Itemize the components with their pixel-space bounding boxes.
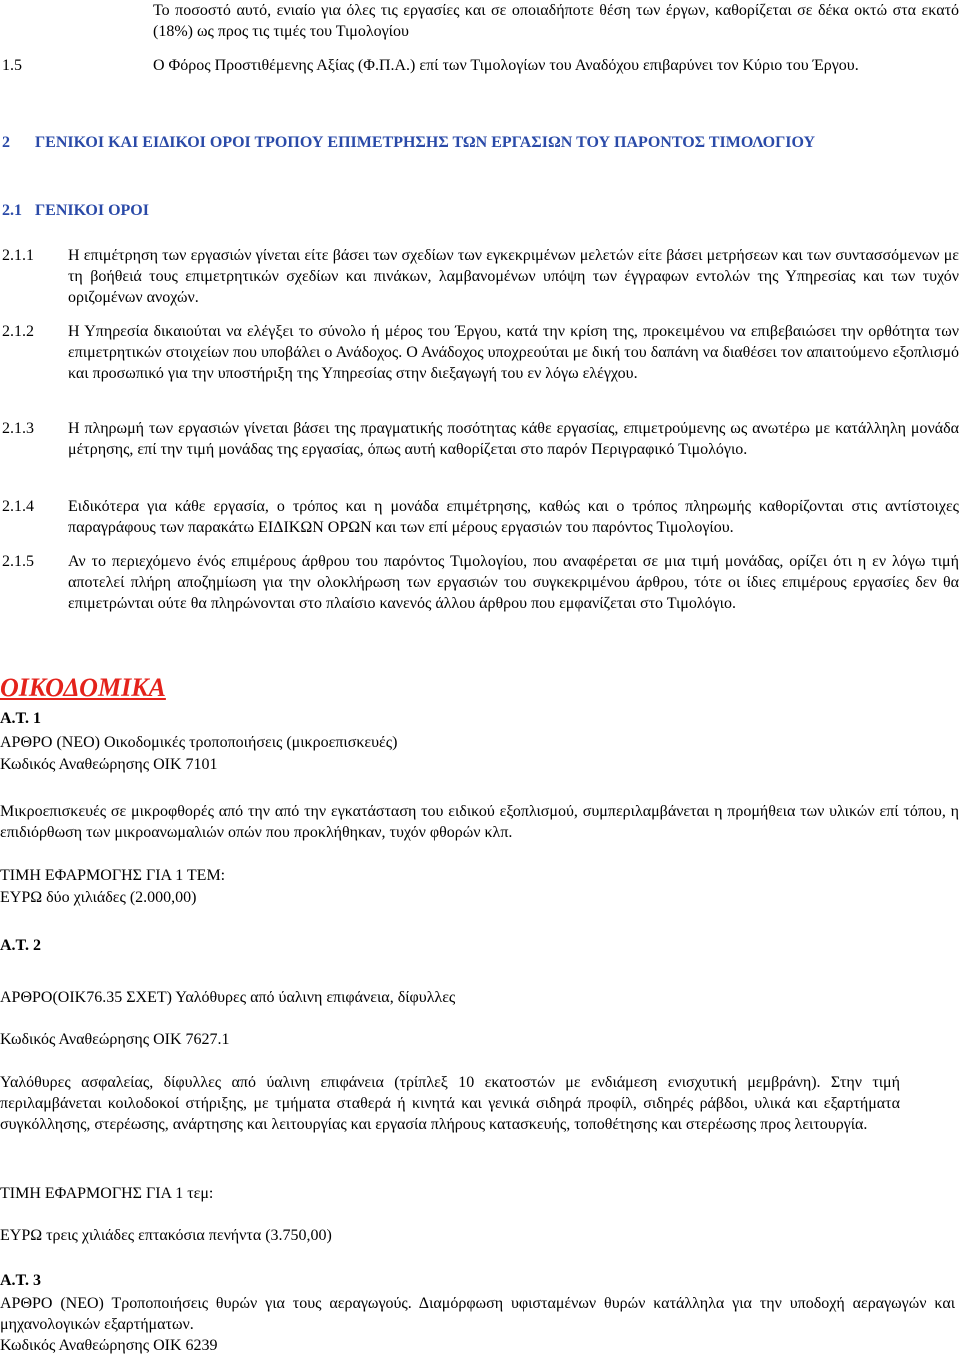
at2-price-label: ΤΙΜΗ ΕΦΑΡΜΟΓΗΣ ΓΙΑ 1 τεμ: [0, 1185, 214, 1202]
heading-2-1-number: 2.1 [2, 202, 22, 219]
clause-number-2-1-3: 2.1.3 [2, 420, 34, 437]
clause-2-1-5-text: Αν το περιεχόμενο ένός επιμέρους άρθρου του παρόντος Τιμολογίου, που αναφέρεται σε μια τιμή μονάδας, ορίζει ότι η εν λόγω τιμή αποτελεί πλήρη αποζημίωση για την ολοκλήρωση των εργασιών του συγκεκριμένου άρθρου, τότε οι ίδιες επιμέρους εργασίες δεν θα επιμετρώνται ούτε θα πληρώνονται στο πλαίσιο κανενός άλλου άρθρου που εμφανίζεται στο Τιμολόγιο. [68, 553, 959, 612]
clause-number-2-1-5: 2.1.5 [2, 553, 34, 570]
clause-2-1-2-text: Η Υπηρεσία δικαιούται να ελέγξει το σύνολο ή μέρος του Έργου, κατά την κρίση της, προκειμένου να επιβεβαιώσει την ορθότητα των επιμετρητικών στοιχείων που υποβάλει ο Ανάδοχος. Ο Ανάδοχος υποχρεούται με δική του δαπάνη να διαθέσει τον απαιτούμενο εξοπλισμό και προσωπικό για την υποστήριξη της Υπηρεσίας στην διεξαγωγή του εν λόγω ελέγχου. [68, 323, 959, 382]
intro-paragraph: Το ποσοστό αυτό, ενιαίο για όλες τις εργασίες και σε οποιαδήποτε θέση των έργων, καθορίζεται σε δέκα οκτώ στα εκατό (18%) ως προς τις τιμές του Τιμολογίου [153, 2, 959, 40]
clause-2-1-3-text: Η πληρωμή των εργασιών γίνεται βάσει της πραγματικής ποσότητας κάθε εργασίας, επιμετρούμενης ως ανωτέρω με κατάλληλη μονάδα μέτρησης, επί την τιμή μονάδας της εργασίας, όπως αυτή καθορίζεται στο παρόν Περιγραφικό Τιμολόγιο. [68, 420, 959, 458]
heading-2-title: ΓΕΝΙΚΟΙ ΚΑΙ ΕΙΔΙΚΟΙ ΟΡΟΙ ΤΡΟΠΟΥ ΕΠΙΜΕΤΡΗΣΗΣ ΤΩΝ ΕΡΓΑΣΙΩΝ ΤΟΥ ΠΑΡΟΝΤΟΣ ΤΙΜΟΛΟΓΙΟΥ [35, 134, 816, 151]
at3-label: Α.Τ. 3 [0, 1272, 42, 1289]
clause-number-2-1-1: 2.1.1 [2, 247, 34, 264]
at1-price-label: ΤΙΜΗ ΕΦΑΡΜΟΓΗΣ ΓΙΑ 1 ΤΕΜ: [0, 867, 226, 884]
section-title-oikodomika: ΟΙΚΟΔΟΜΙΚΑ [0, 673, 166, 702]
clause-2-1-1-text: Η επιμέτρηση των εργασιών γίνεται είτε βάσει των σχεδίων των εγκεκριμένων μελετών είτε βάσει μετρήσεων και των συντασσόμενων με τη βοήθειά τους επιμετρητικών σχεδίων και πινάκων, λαμβανομένων υπόψη των έγγραφων εντολών της Υπηρεσίας και των τυχόν οριζομένων ανοχών. [68, 247, 959, 306]
at1-description: Μικροεπισκευές σε μικροφθορές από την από την εγκατάσταση του ειδικού εξοπλισμού, συμπεριλαμβάνεται η προμήθεια των υλικών επί τόπου, η επιδιόρθωση των μικροανωμαλιών οπών που προκλήθηκαν, τυχόν φθορών κλπ. [0, 803, 959, 841]
at1-article: ΑΡΘΡΟ (ΝΕΟ) Οικοδομικές τροποποιήσεις (μικροεπισκευές) [0, 734, 398, 751]
at2-description: Υαλόθυρες ασφαλείας, δίφυλλες από ύαλινη επιφάνεια (τρίπλεξ 10 εκατοστών με ενδιάμεση ενισχυτική μεμβράνη). Στην τιμή περιλαμβάνεται κοιλοδοκοί στήριξης, με τμήματα σταθερά ή κινητά και γενικά σιδηρά προφίλ, σιδηρές ράβδοι, υλικά και εξαρτήματα συγκόλλησης, στερέωσης, ανάρτησης και λειτουργίας και εργασία πλήρους κατασκευής, τοποθέτησης και στερέωσης προς λειτουργία. [0, 1074, 900, 1133]
at1-code: Κωδικός Αναθεώρησης ΟΙΚ 7101 [0, 756, 218, 773]
at2-label: Α.Τ. 2 [0, 937, 42, 954]
at2-price: ΕΥΡΩ τρεις χιλιάδες επτακόσια πενήντα (3.750,00) [0, 1227, 332, 1244]
at1-label: Α.Τ. 1 [0, 710, 42, 727]
clause-1-5-text: Ο Φόρος Προστιθέμενης Αξίας (Φ.Π.Α.) επί των Τιμολογίων του Αναδόχου επιβαρύνει τον Κύριο του Έργου. [153, 57, 859, 74]
clause-number-2-1-4: 2.1.4 [2, 498, 34, 515]
clause-number-2-1-2: 2.1.2 [2, 323, 34, 340]
at3-article: ΑΡΘΡΟ (ΝΕΟ) Τροποποιήσεις θυρών για τους αεραγωγούς. Διαμόρφωση υφισταμένων θυρών κατάλληλα για την υποδοχή αεραγωγών και μηχανολογικών εξαρτήματων. [0, 1295, 955, 1333]
at1-price: ΕΥΡΩ δύο χιλιάδες (2.000,00) [0, 889, 197, 906]
clause-2-1-4-text: Ειδικότερα για κάθε εργασία, ο τρόπος και η μονάδα επιμέτρησης, καθώς και ο τρόπος πληρωμής καθορίζονται στις αντίστοιχες παραγράφους των παρακάτω ΕΙΔΙΚΩΝ ΟΡΩΝ και των επί μέρους εργασιών του παρόντος Τιμολογίου. [68, 498, 959, 536]
at3-code: Κωδικός Αναθεώρησης ΟΙΚ 6239 [0, 1337, 218, 1354]
at2-article: ΑΡΘΡΟ(ΟΙΚ76.35 ΣΧΕΤ) Υαλόθυρες από ύαλινη επιφάνεια, δίφυλλες [0, 989, 456, 1006]
heading-2-1-title: ΓΕΝΙΚΟΙ ΟΡΟΙ [35, 202, 149, 219]
heading-2-number: 2 [2, 134, 10, 151]
at2-code: Κωδικός Αναθεώρησης ΟΙΚ 7627.1 [0, 1031, 230, 1048]
clause-number-1-5: 1.5 [2, 57, 22, 74]
